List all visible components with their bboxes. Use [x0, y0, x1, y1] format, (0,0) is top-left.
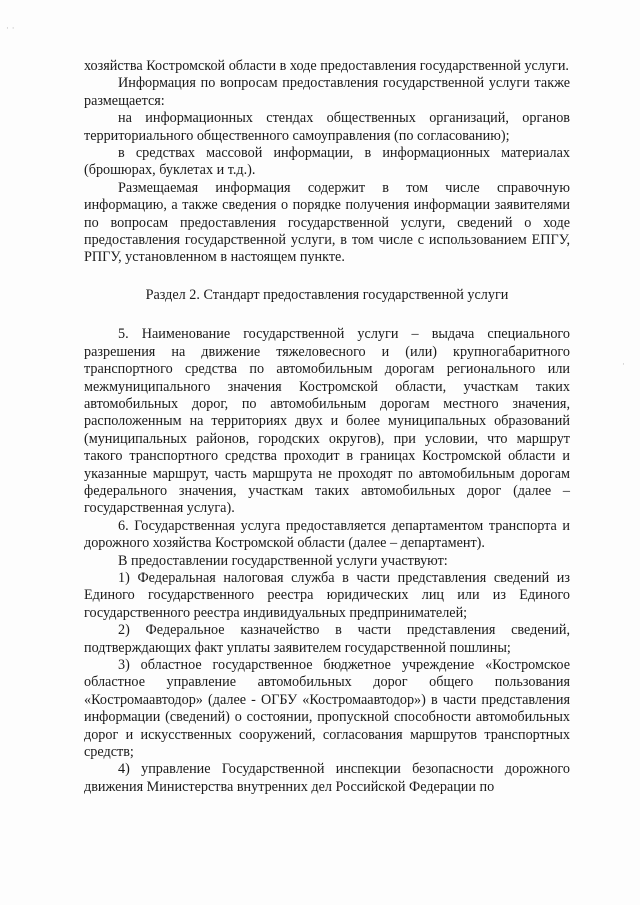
document-body	[84, 58, 570, 796]
paragraph-media: в средствах массовой информации, в информационных материалах (брошюрах, буклетах и т.д.).	[84, 145, 570, 179]
section-heading: Раздел 2. Стандарт предоставления государственной услуги	[145, 286, 509, 303]
paragraph-item-6: 6. Государственная услуга предоставляется департаментом транспорта и дорожного хозяйства Костромской области (далее – департамент).	[84, 517, 570, 552]
paragraph-participants: В предоставлении государственной услуги участвуют:	[118, 552, 448, 569]
paragraph-stands: на информационных стендах общественных организаций, органов территориального общественного самоуправления (по согласованию);	[84, 110, 570, 144]
list-item-1: 1) Федеральная налоговая служба в части представления сведений из Единого государственного реестра юридических лиц или из Единого государственного реестра индивидуальных предпринимателей;	[84, 569, 570, 621]
scan-speck: ·	[622, 360, 625, 370]
paragraph-info-placement: Информация по вопросам предоставления государственной услуги также размещается:	[84, 75, 570, 109]
paragraph-item-5: 5. Наименование государственной услуги – выдача специального разрешения на движение тяжеловесного и (или) крупногабаритного транспортного средства по автомобильным дорогам регионального или межмуниципального значения Костромской области, участкам таких автомобильных дорог, по автомобильным дорогам местного значения, расположенным на территориях двух и более муниципальных образований (муниципальных районов, городских округов), при условии, что маршрут такого транспортного средства проходит в границах Костромской области и указанные маршрут, часть маршрута не проходят по автомобильным дорогам федерального значения, участкам таких автомобильных дорог (далее – государственная услуга).	[84, 326, 570, 517]
list-item-4: 4) управление Государственной инспекции безопасности дорожного движения Министерства внутренних дел Российской Федерации по	[84, 761, 570, 795]
paragraph-info-content: Размещаемая информация содержит в том числе справочную информацию, а также сведения о порядке получения информации заявителями по вопросам предоставления государственной услуги, сведений о ходе предоставления государственной услуги, в том числе с использованием ЕПГУ, РПГУ, установленном в настоящем пункте.	[84, 179, 570, 266]
scan-speck: · ·	[6, 24, 15, 34]
list-item-2: 2) Федеральное казначейство в части представления сведений, подтверждающих факт уплаты заявителем государственной пошлины;	[84, 622, 570, 656]
list-item-3: 3) областное государственное бюджетное учреждение «Костромское областное управление автомобильных дорог общего пользования «Костромаавтодор» (далее - ОГБУ «Костромаавтодор») в части представления информации (сведений) о состоянии, пропускной способности автомобильных дорог и искусственных сооружений, согласования маршрутов транспортных средств;	[84, 657, 570, 761]
paragraph-continuation: хозяйства Костромской области в ходе предоставления государственной услуги.	[84, 58, 569, 74]
